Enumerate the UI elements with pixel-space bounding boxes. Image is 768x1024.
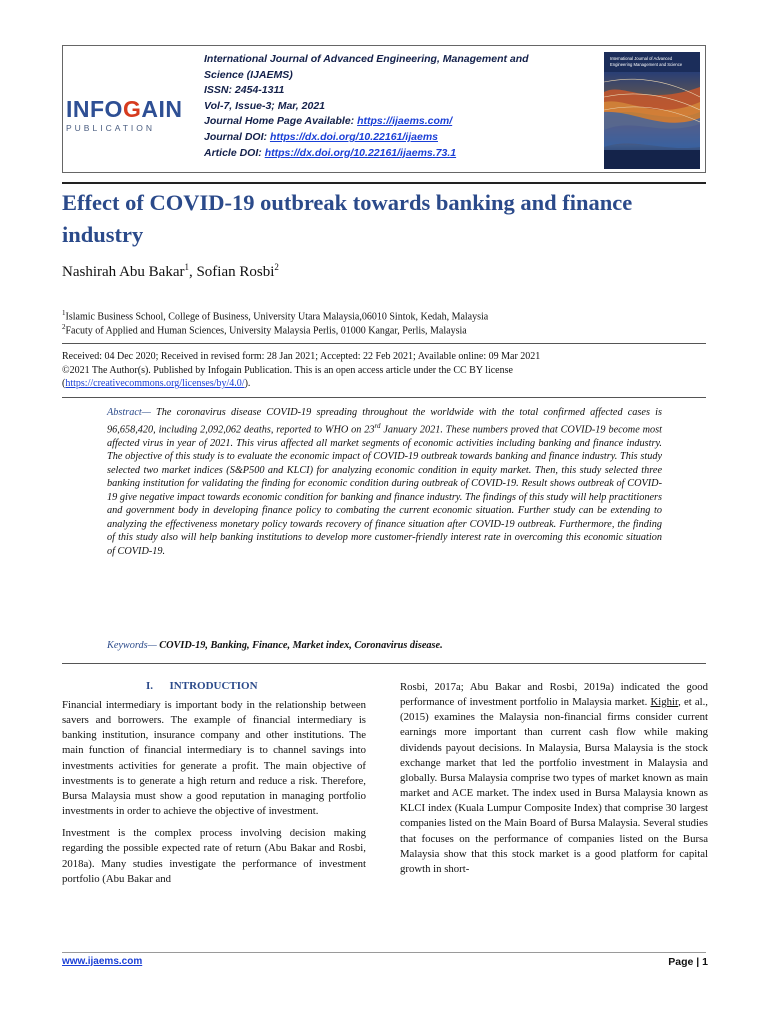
- journal-volume: Vol-7, Issue-3; Mar, 2021: [204, 99, 326, 112]
- received-dates: Received: 04 Dec 2020; Received in revised form: 28 Jan 2021; Accepted: 22 Feb 2021; Available online: 09 Mar 2021: [62, 351, 541, 362]
- journal-info: [204, 52, 594, 161]
- abstract-divider: [62, 397, 706, 398]
- article-history: [62, 350, 706, 391]
- affiliation-2: $^2$Facuty of Applied and Human Sciences, University Malaysia Perlis, 01000 Kangar, Perlis, Malaysia: [62, 323, 467, 337]
- paper-title: Effect of COVID-19 outbreak towards banking and finance industry: [62, 190, 633, 247]
- journal-homepage: Journal Home Page Available: https://ijaems.com/: [204, 115, 453, 128]
- article-doi: Article DOI: https://dx.doi.org/10.22161/ijaems.73.1: [204, 146, 457, 159]
- copyright-line: ©2021 The Author(s). Published by Infogain Publication. This is an open access article under the CC BY license: [62, 364, 513, 376]
- journal-doi: Journal DOI: https://dx.doi.org/10.22161/ijaems: [204, 130, 438, 143]
- logo-subtitle: PUBLICATION: [66, 123, 156, 133]
- paragraph: Rosbi, 2017a; Abu Bakar and Rosbi, 2019a) indicated the good performance of investment portfolio in Malaysia market. Kighir, et al., (2015) examines the Malaysia non-financial firms consider current earnings more important than current cash flow while making dividends payout decisions. In Malaysia, Bursa Malaysia is the stock exchange market that led the portfolio investment in Malaysia and globally. Bursa Malaysia comprise two types of market known as main market and ACE market. The index used in Bursa Malaysia known as KLCI index (Kuala Lumpur Composite Index) that comprise 30 largest companies listed on the Main Board of Bursa Malaysia. Several studies that focuses on the performance of companies listed on the Bursa Malaysia show that this stock market is a good platform for capital growth in short-: [400, 681, 708, 875]
- header-divider: [62, 182, 706, 184]
- affiliation-1: $^1$Islamic Business School, College of Business, University Utara Malaysia,06010 Sintok, Kedah, Malaysia: [62, 309, 489, 323]
- logo-wordmark: INFOGAIN: [66, 96, 183, 122]
- footer-site-link[interactable]: www.ijaems.com: [62, 956, 143, 967]
- body-divider: [62, 663, 706, 664]
- right-column: [400, 680, 708, 884]
- cover-title-line-2: Engineering Management and Science: [610, 62, 683, 67]
- journal-name-line2: Science (IJAEMS): [204, 68, 293, 81]
- article-doi-link[interactable]: https://dx.doi.org/10.22161/ijaems.73.1: [264, 146, 457, 159]
- journal-doi-link[interactable]: https://dx.doi.org/10.22161/ijaems: [269, 130, 438, 143]
- homepage-link[interactable]: https://ijaems.com/: [357, 115, 453, 128]
- left-column: [62, 698, 366, 894]
- keywords-label: Keywords—: [107, 640, 160, 651]
- page-number: Page | 1: [668, 956, 708, 968]
- abstract-label: Abstract—: [107, 407, 157, 418]
- paragraph: Financial intermediary is important body in the relationship between savers and borrowers. The example of financial intermediary is banking institution, insurance company and other institutions. The main function of financial intermediary is to channel savings into investments activities for generate a profit. The main objective of investments is to generate a high return and reduce a risk. Therefore, Bursa Malaysia must show a good reputation in managing portfolio investments in order to achieve the objective of investment.: [62, 699, 366, 818]
- author-list: Nashirah Abu Bakar$^1$, Sofian Rosbi$^2$: [62, 262, 279, 280]
- section-heading-introduction: I. INTRODUCTION: [146, 680, 258, 692]
- author-name: Sofian Rosbi: [196, 264, 275, 280]
- cited-author: Kighir: [650, 696, 679, 709]
- infogain-logo: [66, 98, 192, 138]
- abstract: Abstract— The coronavirus disease COVID-19 spreading throughout the worldwide with the total confirmed affected cases is 96,658,420, including 2,092,062 deaths, reported to WHO on 23rd January 2021. These numbers proved that COVID-19 become most affected virus in year of 2021. This virus affected all market segments of economic activities including banking and finance industry. The objective of this study is to evaluate the economic impact of COVID-19 outbreak towards banking and finance industry. This study selected two market indices (S&P500 and KLCI) for analyzing economic condition in equity market. Then, this study selected three banking institution for validating the finding for economic condition during outbreak of COVID-19. Result shows outbreak of COVID-19 give negative impact towards economic condition for banking and finance industry. The findings of this study will help practitioners and government body in developing finance policy to combating the current economic situation. Further study can be extending to analyzing the effectiveness monetary policy towards recovery of finance situation after COVID-19 outbreak. Furthermore, the finding of this study also will help banking institutions to develop more customer-friendly interest rate in overcoming this economic situation of COVID-19.: [107, 407, 662, 557]
- affiliation-divider: [62, 343, 706, 344]
- footer-divider: [62, 952, 706, 953]
- journal-issn: ISSN: 2454-1311: [204, 84, 285, 97]
- license-line: (https://creativecommons.org/licenses/by/4.0/).: [62, 378, 251, 389]
- journal-name-line1: International Journal of Advanced Engineering, Management and: [204, 53, 529, 65]
- journal-cover-image: [604, 52, 700, 169]
- author-name: Nashirah Abu Bakar: [62, 264, 185, 280]
- paragraph: Investment is the complex process involving decision making regarding the possible expected rate of return (Abu Bakar and Rosbi, 2018a). Many studies investigate the performance of investment portfolio (Abu Bakar and: [62, 827, 366, 885]
- cover-title-line: International Journal of Advanced: [610, 56, 673, 61]
- keywords-list: COVID-19, Banking, Finance, Market index, Coronavirus disease.: [159, 640, 443, 651]
- cover-artwork: [604, 52, 700, 169]
- license-link[interactable]: https://creativecommons.org/licenses/by/4.0/: [65, 378, 245, 389]
- keywords: [107, 639, 667, 653]
